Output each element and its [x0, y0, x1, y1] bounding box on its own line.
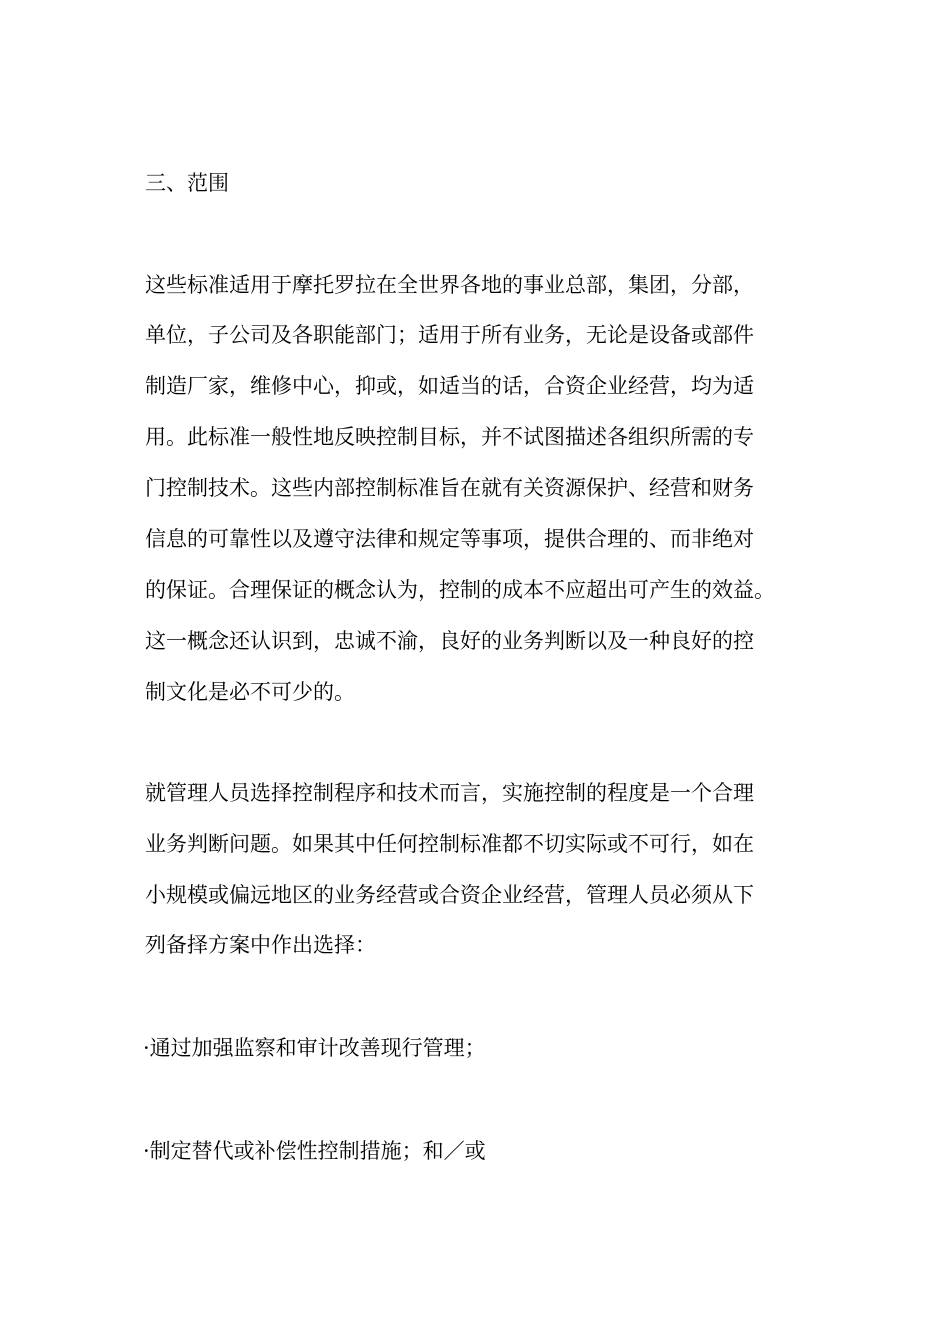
- paragraph-line: 列备择方案中作出选择：: [145, 933, 376, 957]
- paragraph-line: 单位，子公司及各职能部门；适用于所有业务，无论是设备或部件: [145, 323, 754, 347]
- paragraph-line: 信息的可靠性以及遵守法律和规定等事项，提供合理的、而非绝对: [145, 527, 754, 551]
- paragraph-line: 门控制技术。这些内部控制标准旨在就有关资源保护、经营和财务: [145, 476, 754, 500]
- paragraph-line: 业务判断问题。如果其中任何控制标准都不切实际或不可行，如在: [145, 832, 754, 856]
- paragraph-line: 的保证。合理保证的概念认为，控制的成本不应超出可产生的效益。: [145, 578, 775, 602]
- paragraph-line: 这一概念还认识到，忠诚不渝，良好的业务判断以及一种良好的控: [145, 629, 754, 653]
- section-heading: 三、范围: [145, 171, 229, 195]
- paragraph-line: 小规模或偏远地区的业务经营或合资企业经营，管理人员必须从下: [145, 883, 754, 907]
- list-item: ·通过加强监察和审计改善现行管理；: [143, 1036, 486, 1060]
- paragraph-line: 就管理人员选择控制程序和技术而言，实施控制的程度是一个合理: [145, 781, 754, 805]
- paragraph-line: 制文化是必不可少的。: [145, 680, 355, 704]
- paragraph-line: 这些标准适用于摩托罗拉在全世界各地的事业总部，集团，分部，: [145, 273, 754, 297]
- list-item: ·制定替代或补偿性控制措施；和／或: [143, 1139, 486, 1163]
- paragraph-line: 制造厂家，维修中心，抑或，如适当的话，合资企业经营，均为适: [145, 374, 754, 398]
- paragraph-line: 用。此标准一般性地反映控制目标，并不试图描述各组织所需的专: [145, 425, 754, 449]
